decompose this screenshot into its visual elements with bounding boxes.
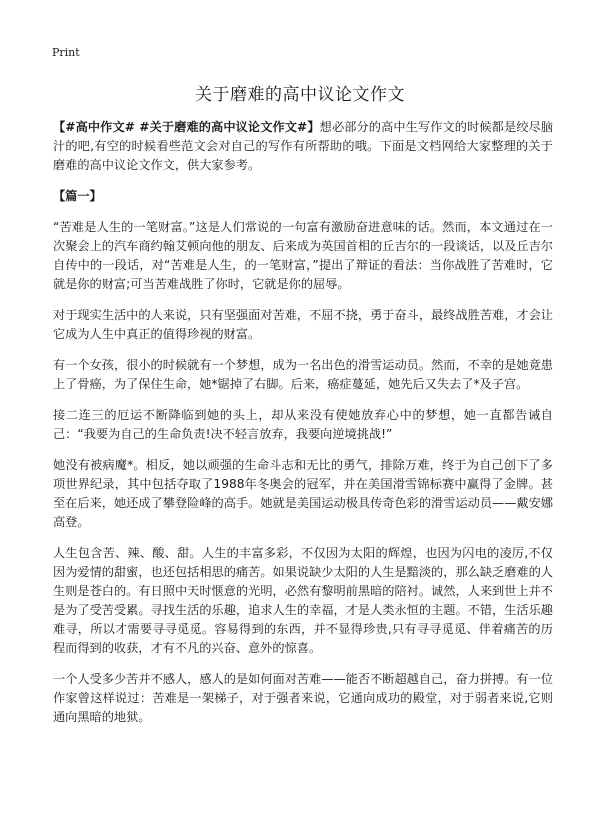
body-paragraph-6: 人生包含苦、辣、酸、甜。人生的丰富多彩，不仅因为太阳的辉煌，也因为闪电的凌厉,不仅因为爱情的甜蜜，也还包括相思的痛苦。如果说缺少太阳的人生是黯淡的，那么缺乏磨难的人生则是苍白的。有日照中天时惬意的光明，必然有黎明前黑暗的陪衬。诚然，人来到世上并不是为了受苦受累。寻找生活的乐趣，追求人生的幸福，才是人类永恒的主题。不错，生活乐趣难寻，所以才需要寻寻觅觅。容易得到的东西，并不显得珍贵,只有寻寻觅觅、伴着痛苦的历程而得到的收获，才有不凡的兴奋、意外的惊喜。 bbox=[53, 546, 553, 655]
intro-paragraph bbox=[53, 118, 553, 175]
intro-text: 想必部分的高中生写作文的时候都是绞尽脑汁的吧,有空的时候看些范文会对自己的写作有所帮助的哦。下面是文档网给大家整理的关于磨难的高中议论文作文，供大家参考。 bbox=[53, 120, 554, 172]
body-paragraph-5: 她没有被病魔*。相反，她以顽强的生命斗志和无比的勇气，排除万难，终于为自己创下了多项世界纪录，其中包括夺取了1988年冬奥会的冠军，并在美国滑雪锦标赛中赢得了金牌。甚至在后来，她还成了攀登险峰的高手。她就是美国运动极具传奇色彩的滑雪运动员——戴安娜高登。 bbox=[53, 458, 553, 529]
print-link[interactable]: Print bbox=[52, 46, 80, 59]
body-paragraph-3: 有一个女孩，很小的时候就有一个梦想，成为一名出色的滑雪运动员。然而，不幸的是她竟患上了骨癌，为了保住生命，她*锯掉了右脚。后来，癌症蔓延，她先后又失去了*及子宫。 bbox=[53, 358, 553, 391]
body-paragraph-4: 接二连三的厄运不断降临到她的头上，却从来没有使她放弃心中的梦想，她一直都告诫自己：“我要为自己的生命负责!决不轻言放弃，我要向逆境挑战!” bbox=[53, 408, 553, 441]
page-title: 关于磨难的高中议论文作文 bbox=[195, 85, 405, 105]
body-paragraph-1: “苦难是人生的一笔财富。”这是人们常说的一句富有激励奋进意味的话。然而，本文通过在一次聚会上的汽车商约翰艾顿向他的朋友、后来成为英国首相的丘吉尔的一段谈话，以及丘吉尔自传中的一段话，对“苦难是人生，的一笔财富，”提出了辩证的看法：当你战胜了苦难时，它就是你的财富;可当苦难战胜了你时，它就是你的屈辱。 bbox=[53, 220, 553, 291]
intro-tag: 【#高中作文# #关于磨难的高中议论文作文#】 bbox=[53, 120, 320, 134]
body-paragraph-2: 对于现实生活中的人来说，只有坚强面对苦难，不屈不挠，勇于奋斗，最终战胜苦难，才会让它成为人生中真正的值得珍视的财富。 bbox=[53, 308, 553, 341]
article-body bbox=[53, 118, 553, 739]
body-paragraph-7: 一个人受多少苦并不感人，感人的是如何面对苦难——能否不断超越自己，奋力拼搏。有一位作家曾这样说过：苦难是一架梯子，对于强者来说，它通向成功的殿堂，对于弱者来说,它则通向黑暗的地狱。 bbox=[53, 672, 553, 724]
section-heading: 【篇一】 bbox=[53, 189, 102, 203]
